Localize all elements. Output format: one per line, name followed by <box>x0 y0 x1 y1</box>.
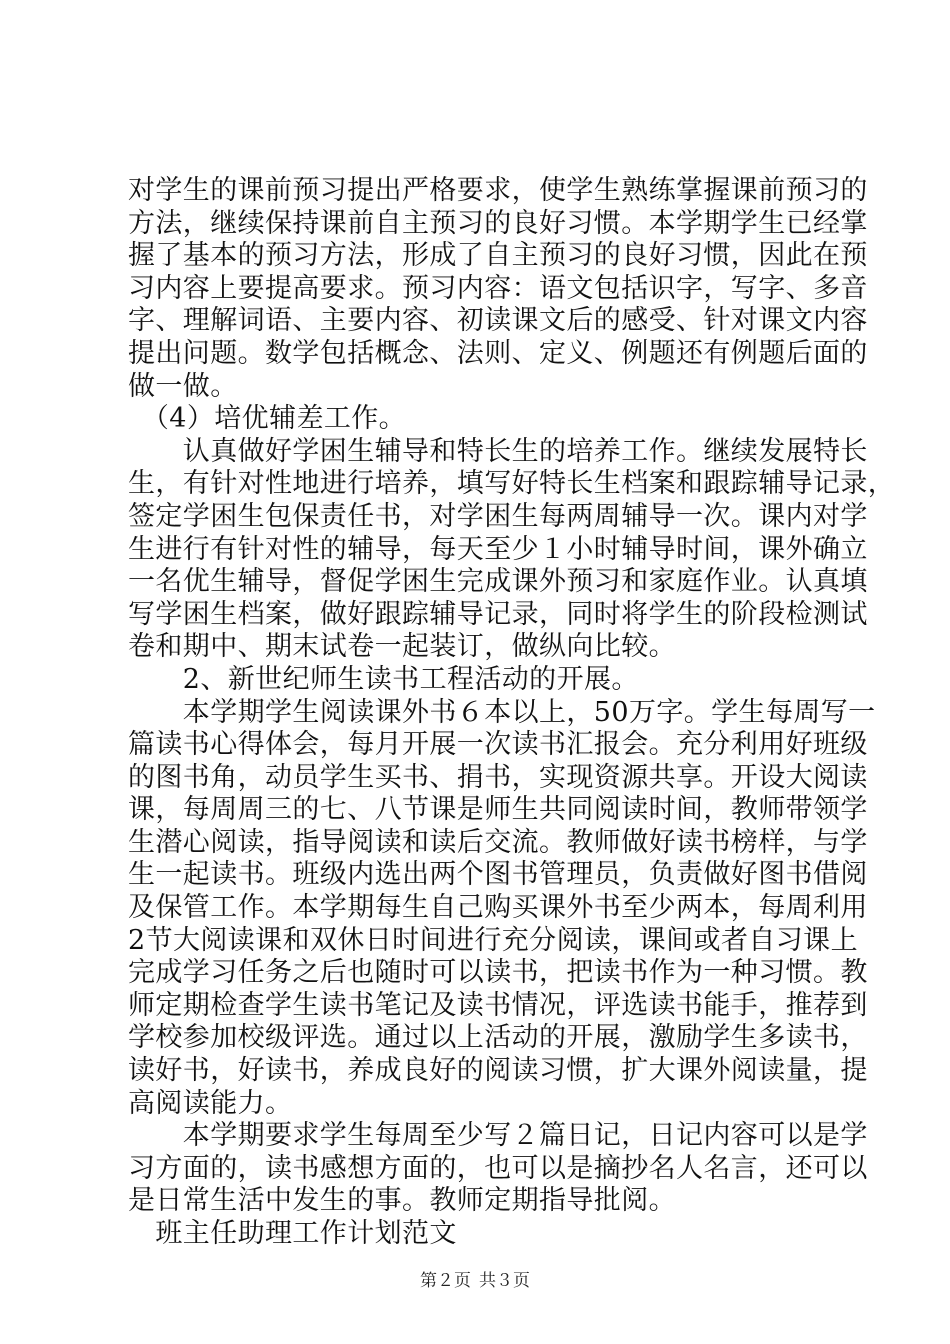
text-line: 对学生的课前预习提出严格要求，使学生熟练掌握课前预习的 <box>128 175 868 206</box>
text-line: 课，每周周三的七、八节课是师生共同阅读时间，教师带领学 <box>128 794 868 826</box>
text-line: 握了基本的预习方法，形成了自主预习的良好习惯，因此在预 <box>128 240 868 272</box>
text-line: 习内容上要提高要求。预习内容：语文包括识字，写字、多音 <box>128 272 868 304</box>
text-line: 学校参加校级评选。通过以上活动的开展，激励学生多读书， <box>128 1022 868 1054</box>
text-line: 卷和期中、期末试卷一起装订，做纵向比较。 <box>128 631 676 663</box>
text-line: 本学期要求学生每周至少写２篇日记，日记内容可以是学 <box>128 1120 868 1152</box>
text-line: 提出问题。数学包括概念、法则、定义、例题还有例题后面的 <box>128 337 868 369</box>
text-line: 认真做好学困生辅导和特长生的培养工作。继续发展特长 <box>128 435 868 467</box>
text-line: 完成学习任务之后也随时可以读书，把读书作为一种习惯。教 <box>128 957 868 989</box>
text-line: 及保管工作。本学期每生自己购买课外书至少两本，每周利用 <box>128 892 868 924</box>
text-line: 习方面的，读书感想方面的，也可以是摘抄名人名言，还可以 <box>128 1152 868 1184</box>
text-line: 读好书，好读书，养成良好的阅读习惯，扩大课外阅读量，提 <box>128 1055 868 1087</box>
text-line: 做一做。 <box>128 370 238 402</box>
text-line: 师定期检查学生读书笔记及读书情况，评选读书能手，推荐到 <box>128 989 868 1021</box>
text-line: 方法，继续保持课前自主预习的良好习惯。本学期学生已经掌 <box>128 207 868 239</box>
text-line: 2节大阅读课和双休日时间进行充分阅读，课间或者自习课上 <box>128 924 858 956</box>
text-line: 本学期学生阅读课外书６本以上，50万字。学生每周写一 <box>128 696 876 728</box>
page-footer <box>0 1271 950 1291</box>
text-line: 生，有针对性地进行培养，填写好特长生档案和跟踪辅导记录， <box>128 468 896 500</box>
text-line: 的图书角，动员学生买书、捐书，实现资源共享。开设大阅读 <box>128 761 868 793</box>
page-number: 第２页 <box>420 1271 471 1291</box>
text-line: 2、新世纪师生读书工程活动的开展。 <box>128 663 639 695</box>
text-line: 生潜心阅读，指导阅读和读后交流。教师做好读书榜样，与学 <box>128 826 868 858</box>
text-line: 写学困生档案，做好跟踪辅导记录，同时将学生的阶段检测试 <box>128 598 868 630</box>
text-line: 签定学困生包保责任书，对学困生每两周辅导一次。课内对学 <box>128 500 868 532</box>
document-body <box>128 175 896 1251</box>
text-line: 班主任助理工作计划范文 <box>128 1218 457 1249</box>
text-line: 字、理解词语、主要内容、初读课文后的感受、针对课文内容 <box>128 305 868 337</box>
text-line: 是日常生活中发生的事。教师定期指导批阅。 <box>128 1185 676 1217</box>
text-line: 一名优生辅导，督促学困生完成课外预习和家庭作业。认真填 <box>128 566 868 598</box>
text-line: 高阅读能力。 <box>128 1087 293 1119</box>
text-line: 篇读书心得体会，每月开展一次读书汇报会。充分利用好班级 <box>128 729 868 761</box>
text-line: （4）培优辅差工作。 <box>128 403 407 435</box>
page-total: 共３页 <box>479 1271 530 1291</box>
text-line: 生一起读书。班级内选出两个图书管理员，负责做好图书借阅 <box>128 859 868 891</box>
text-line: 生进行有针对性的辅导，每天至少１小时辅导时间，课外确立 <box>128 533 868 565</box>
